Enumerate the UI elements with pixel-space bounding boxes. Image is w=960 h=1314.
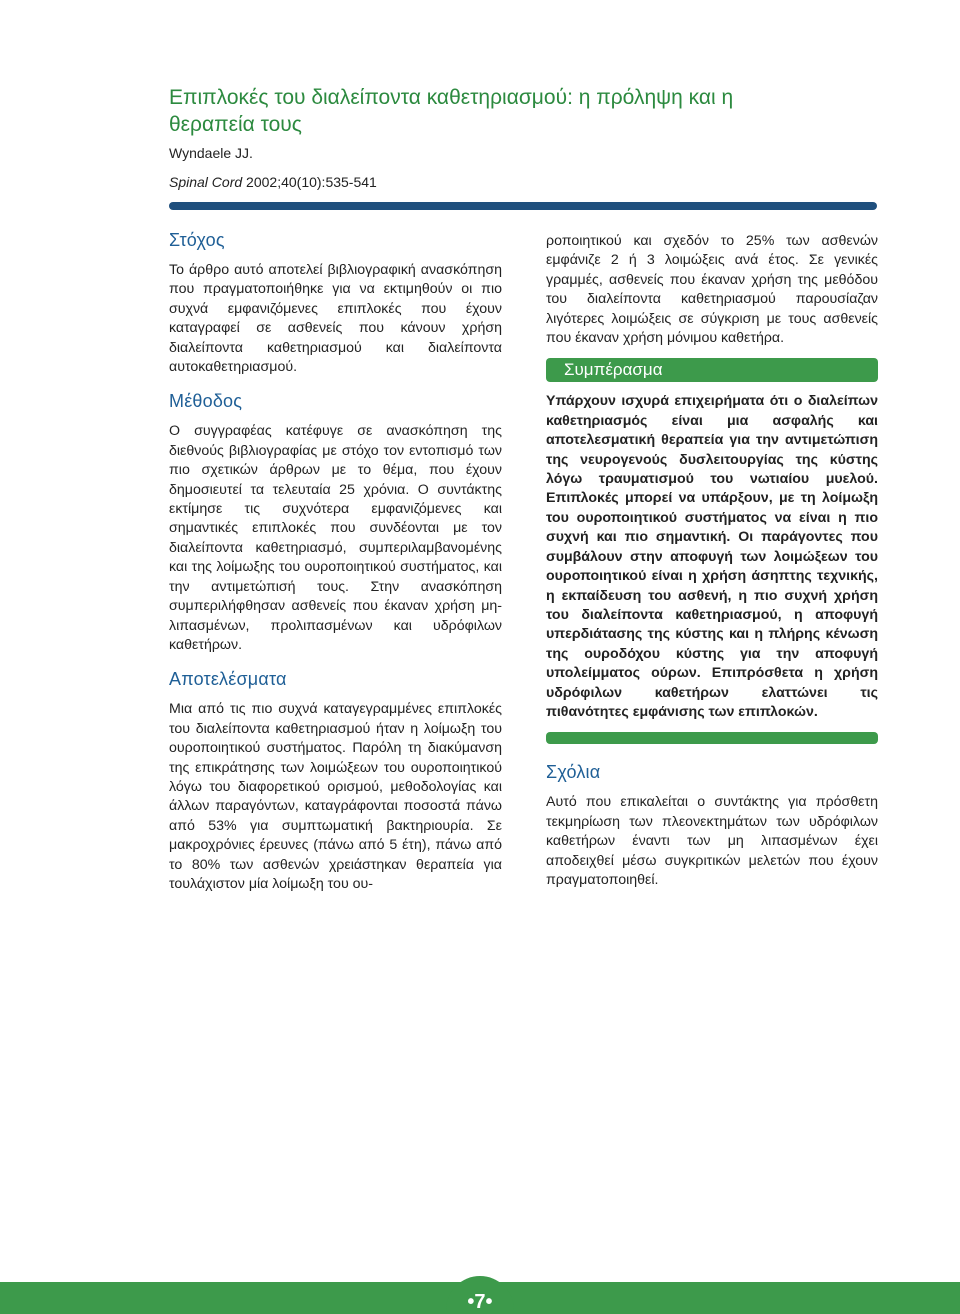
article-citation — [169, 174, 377, 190]
section-text-results-part2: ροποιητικού και σχεδόν το 25% των ασθενών εμφάνιζε 2 ή 3 λοιμώξεις ανά έτος. Σε γενικές γραμμές, ασθενείς που έκαναν χρήση της μεθόδου του διαλείποντα καθετηριασμού παρουσίαζαν λιγότερες λοιμώξεις σε σύγκριση με τους ασθενείς που έκαναν χρήση μόνιμου καθετήρα. — [546, 233, 878, 347]
journal-name: Spinal Cord — [169, 174, 243, 190]
conclusion-divider — [546, 732, 878, 744]
left-column — [169, 230, 502, 908]
section-heading-goal: Στόχος — [169, 230, 225, 250]
article-author: Wyndaele JJ. — [169, 145, 253, 161]
section-text-goal: Το άρθρο αυτό αποτελεί βιβλιογραφική ανασκόπηση που πραγματοποιήθηκε για να εκτιμηθούν οι πιο συχνά εμφανιζόμενες επιπλοκές που έχουν καταγραφεί σε ασθενείς που κάνουν χρήση διαλείποντα καθετηριασμού και διαλείποντα αυτοκαθετηριασμού. — [169, 262, 502, 376]
section-text-results-part1: Μια από τις πιο συχνά καταγεγραμμένες επιπλοκές του διαλείποντα καθετηριασμού ήταν η λοίμωξη του ουροποιητικού συστήματος. Παρόλη τη διακύμανση της επικράτησης των λοιμώξεων του ουροποιητικού λόγω του διαφορετικού ορισμού, μεθοδολογίας και άλλων παραγόντων, καταγράφονται ποσοστά πάνω από 53% για συμπτωματική βακτηριουρία. Σε μακροχρόνιες έρευνες (πάνω από 5 έτη), πάνω από το 80% των ασθενών χρειάστηκαν θεραπεία για τουλάχιστον μία λοίμωξη του ου- — [169, 701, 502, 892]
header-divider — [169, 202, 877, 210]
section-heading-results: Αποτελέσματα — [169, 669, 287, 690]
section-heading-method: Μέθοδος — [169, 391, 243, 412]
section-text-conclusion: Υπάρχουν ισχυρά επιχειρήματα ότι ο διαλείπων καθετηριασμός είναι μια ασφαλής και αποτελεσματική θεραπεία για την αντιμετώπιση της νευρογενούς δυσλειτουργίας της κύστης λόγω τραυματισμού του νωτιαίου μυελού. Επιπλοκές μπορεί να υπάρξουν, με τη λοίμωξη του ουροποιητικού συστήματος να είναι η πιο συχνή και πιο σημαντική. Οι παράγοντες που συμβάλουν στην αποφυγή των λοιμώξεων του ουροποιητικού είναι η χρήση άσηπτης τεχνικής, η εκπαίδευση του ασθενή, η πιο συχνή χρήση του διαλείποντα καθετηριασμού, η αποφυγή υπερδιάτασης της κύστης και η πλήρης κένωση της ουροδόχου κύστης για την αποφυγή υπολείμματος ούρων. Επιπρόσθετα η χρήση υδρόφιλων καθετήρων ελαττώνει τις πιθανότητες εμφάνισης των επιπλοκών. — [546, 393, 878, 720]
citation-details: 2002;40(10):535-541 — [242, 174, 377, 190]
section-heading-conclusion: Συμπέρασμα — [546, 358, 878, 382]
section-text-method: Ο συγγραφέας κατέφυγε σε ανασκόπηση της διεθνούς βιβλιογραφίας με στόχο τον εντοπισμό των πιο σχετικών άρθρων με το θέμα, που έχουν δημοσιευτεί τα τελευταία 25 χρόνια. Ο συντάκτης εκτίμησε τις συχνότερα εμφανιζόμενες και σημαντικές επιπλοκές που συνδέονται με τον διαλείποντα καθετηριασμό, συμπεριλαμβανομένης και της λοίμωξης του ουροποιητικού συστήματος, και την αντιμετώπισή τους. Στην ανασκόπηση συμπεριλήφθησαν ασθενείς που έκαναν χρήση μη-λιπασμένων, προλιπασμένων και υδρόφιλων καθετήρων. — [169, 423, 502, 653]
page-number: •7• — [467, 1291, 493, 1313]
right-column — [546, 232, 878, 890]
section-text-comments: Αυτό που επικαλείται ο συντάκτης για πρόσθετη τεκμηρίωση των πλεονεκτημάτων των υδρόφιλων καθετήρων έναντι των μη λιπασμένων έχει αποδειχθεί μέσω συγκριτικών μελετών που έχουν πραγματοποιηθεί. — [546, 794, 878, 888]
article-title: Επιπλοκές του διαλείποντα καθετηριασμού: η πρόληψη και η θεραπεία τους — [169, 86, 734, 136]
section-heading-comments: Σχόλια — [546, 762, 601, 783]
